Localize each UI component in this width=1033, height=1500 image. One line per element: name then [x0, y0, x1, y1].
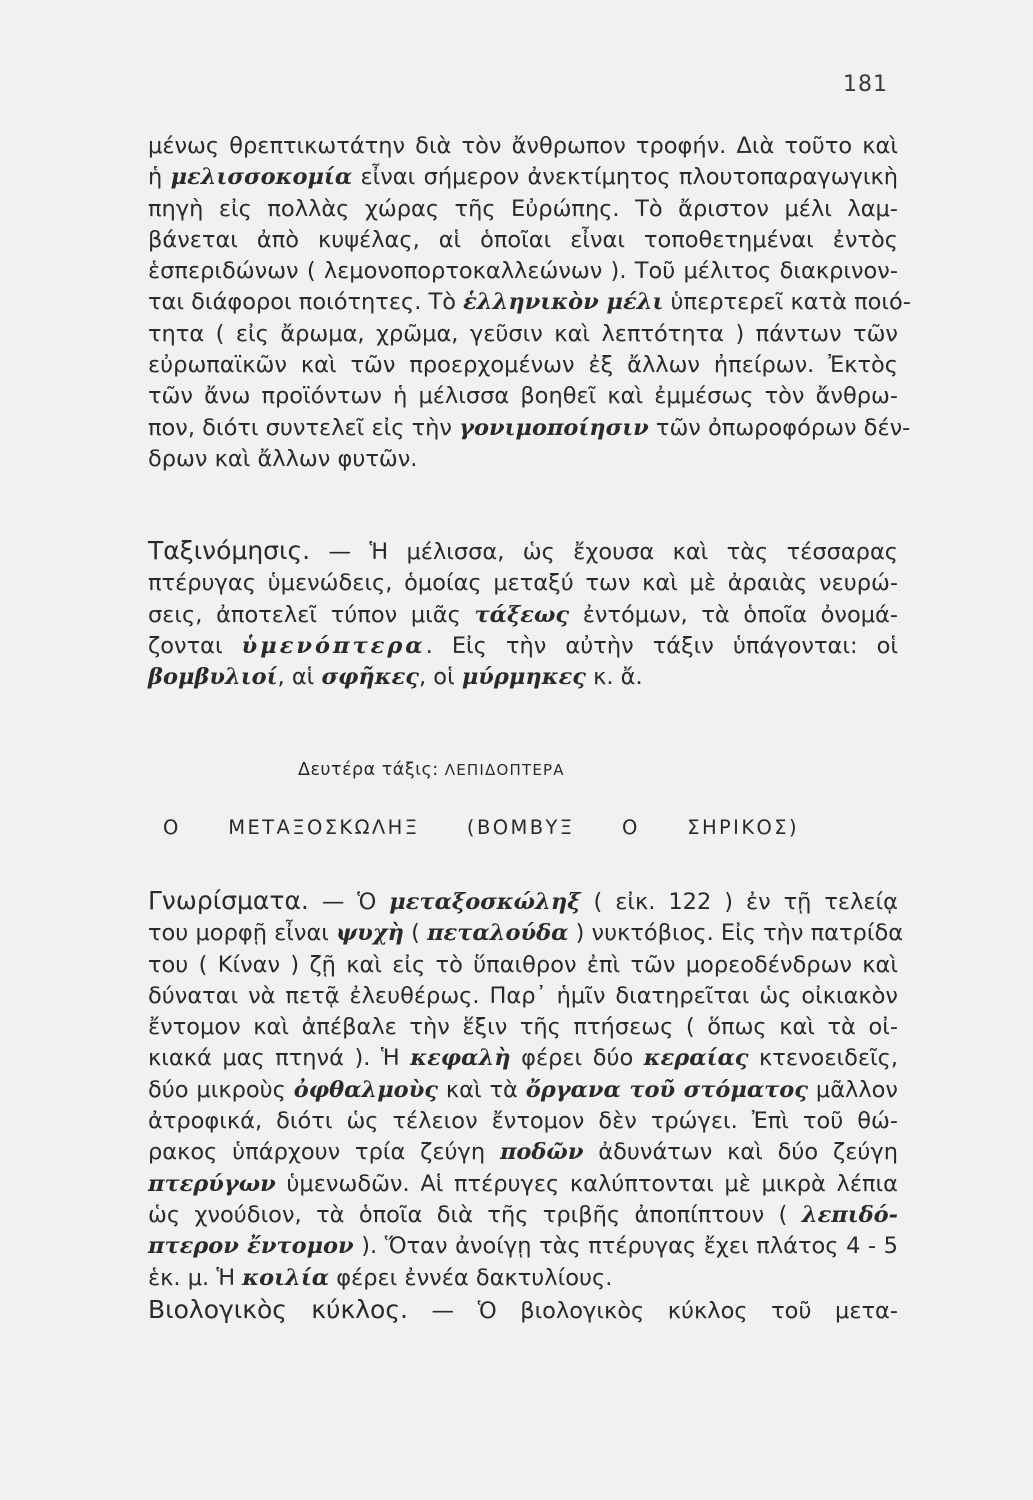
section-heading: Ταξινόμησις.: [148, 536, 311, 565]
text-line: ἡ μελισσοκομία εἶναι σήμερον ἀνεκτίμητος πλουτοπαραγωγικὴ: [148, 164, 898, 191]
text-line: κιακά μας πτηνά ). Ἡ κεφαλὴ φέρει δύο κεραίας κτενοειδεῖς,: [148, 1045, 898, 1072]
text-line: δύο μικροὺς ὀφθαλμοὺς καὶ τὰ ὄργανα τοῦ στόματος μᾶλλον: [148, 1076, 898, 1103]
text-line: Βιολογικὸς κύκλος. — Ὁ βιολογικὸς κύκλος τοῦ μετα-: [148, 1294, 898, 1324]
text-line: πον, διότι συντελεῖ εἰς τὴν γονιμοποίησιν τῶν ὀπωροφόρων δέν-: [148, 414, 911, 441]
text-line: εὐρωπαϊκῶν καὶ τῶν προερχομένων ἐξ ἄλλων ἠπείρων. Ἐκτὸς: [148, 352, 898, 379]
emphasis-term: βομβυλιοί: [148, 664, 278, 691]
paragraph-honey: [148, 131, 911, 475]
text-line: σεις, ἀποτελεῖ τύπον μιᾶς τάξεως ἐντόμων, τὰ ὁποῖα ὀνομά-: [148, 601, 898, 628]
emphasis-term: γονιμοποίησιν: [459, 414, 649, 441]
text-line: ζονται ὑμενόπτερα. Εἰς τὴν αὐτὴν τάξιν ὑπάγονται: οἱ: [148, 632, 898, 659]
order-heading: [298, 760, 565, 780]
paragraph-characteristics: [148, 885, 904, 1327]
text-line: πτερύγων ὑμενωδῶν. Αἱ πτέρυγες καλύπτονται μὲ μικρὰ λέπια: [148, 1170, 898, 1197]
text-line: δύναται νὰ πετᾷ ἐλευθέρως. Παρ᾽ ἡμῖν διατηρεῖται ὡς οἰκιακὸν: [148, 982, 898, 1009]
emphasis-term: ποδῶν: [499, 1139, 584, 1166]
section-heading: Γνωρίσματα.: [148, 886, 309, 915]
text-line: ται διάφοροι ποιότητες. Τὸ ἑλληνικὸν μέλι ὑπερτερεῖ κατὰ ποιό-: [148, 289, 911, 316]
emphasis-term: ὀφθαλμοὺς: [293, 1076, 439, 1103]
text-line: ἑκ. μ. Ἡ κοιλία φέρει ἐννέα δακτυλίους.: [148, 1264, 613, 1291]
text-line: του ( Κίναν ) ζῇ καὶ εἰς τὸ ὕπαιθρον ἐπὶ τῶν μορεοδένδρων καὶ: [148, 951, 898, 978]
emphasis-term: πτερον ἔντομον: [148, 1233, 354, 1260]
emphasis-term: ὄργανα τοῦ στόματος: [525, 1076, 809, 1103]
emphasis-term: τάξεως: [474, 601, 570, 628]
paragraph-classification: [148, 535, 898, 693]
emphasis-term: λεπιδό-: [801, 1201, 898, 1228]
text-line: πηγὴ εἰς πολλὰς χώρας τῆς Εὐρώπης. Τὸ ἄριστον μέλι λαμ-: [148, 195, 898, 222]
text-line: ἔντομον καὶ ἀπέβαλε τὴν ἕξιν τῆς πτήσεως ( ὅπως καὶ τὰ οἰ-: [148, 1014, 898, 1041]
text-line: Γνωρίσματα. — Ὁ μεταξοσκώληξ ( εἰκ. 122 ) ἐν τῇ τελείᾳ: [148, 886, 898, 915]
text-line: ἀτροφικά, διότι ὡς τέλειον ἔντομον δὲν τρώγει. Ἐπὶ τοῦ θώ-: [148, 1108, 898, 1135]
species-heading: Ο ΜΕΤΑΞΟΣΚΩΛΗΞ (ΒΟΜΒΥΞ Ο ΣΗΡΙΚΟΣ): [163, 816, 799, 839]
text-line: δρων καὶ ἄλλων φυτῶν.: [148, 445, 418, 472]
text-line: Ταξινόμησις. — Ἡ μέλισσα, ὡς ἔχουσα καὶ τὰς τέσσαρας: [148, 536, 898, 565]
order-label: Δευτέρα τάξις:: [298, 760, 439, 780]
text-line: πτερον ἔντομον ). Ὅταν ἀνοίγῃ τὰς πτέρυγας ἔχει πλάτος 4 - 5: [148, 1233, 898, 1260]
emphasis-term: μεταξοσκώληξ: [389, 889, 581, 915]
emphasis-term: σφῆκες: [321, 664, 419, 691]
emphasis-term: κεφαλὴ: [410, 1045, 511, 1072]
text-line: βάνεται ἀπὸ κυψέλας, αἱ ὁποῖαι εἶναι τοποθετημέναι ἐντὸς: [148, 226, 898, 253]
emphasis-term: μελισσοκομία: [170, 164, 353, 191]
text-line: ὡς χνούδιον, τὰ ὁποῖα διὰ τῆς τριβῆς ἀποπίπτουν ( λεπιδό-: [148, 1201, 898, 1228]
emphasis-term: πεταλούδα: [427, 920, 569, 947]
emphasis-term: μύρμηκες: [461, 664, 586, 691]
emphasis-term: ὑμενόπτερα: [241, 632, 426, 659]
text-line: βομβυλιοί, αἱ σφῆκες, οἱ μύρμηκες κ. ἄ.: [148, 664, 643, 691]
text-line: τητα ( εἰς ἄρωμα, χρῶμα, γεῦσιν καὶ λεπτότητα ) πάντων τῶν: [148, 320, 898, 347]
text-line: μένως θρεπτικωτάτην διὰ τὸν ἄνθρωπον τροφήν. Διὰ τοῦτο καὶ: [148, 133, 898, 159]
text-line: ἑσπεριδώνων ( λεμονοπορτοκαλλεώνων ). Τοῦ μέλιτος διακρινον-: [148, 258, 898, 285]
section-heading: Βιολογικὸς κύκλος.: [148, 1294, 408, 1324]
text-line: πτέρυγας ὑμενώδεις, ὁμοίας μεταξύ των καὶ μὲ ἀραιὰς νευρώ-: [148, 570, 898, 597]
emphasis-term: ψυχὴ: [336, 920, 404, 947]
text-line: του μορφῇ εἶναι ψυχὴ ( πεταλούδα ) νυκτόβιος. Εἰς τὴν πατρίδα: [148, 920, 904, 947]
text-line: ρακος ὑπάρχουν τρία ζεύγη ποδῶν ἀδυνάτων καὶ δύο ζεύγη: [148, 1139, 898, 1166]
emphasis-term: πτερύγων: [148, 1170, 276, 1197]
text-line: τῶν ἄνω προϊόντων ἡ μέλισσα βοηθεῖ καὶ ἐμμέσως τὸν ἄνθρω-: [148, 383, 898, 410]
order-name: ΛΕΠΙΔΟΠΤΕΡΑ: [444, 761, 565, 779]
emphasis-term: ἑλληνικὸν μέλι: [463, 289, 664, 316]
page-number: 181: [843, 72, 888, 97]
emphasis-term: κεραίας: [643, 1045, 749, 1072]
emphasis-term: κοιλία: [242, 1264, 330, 1291]
